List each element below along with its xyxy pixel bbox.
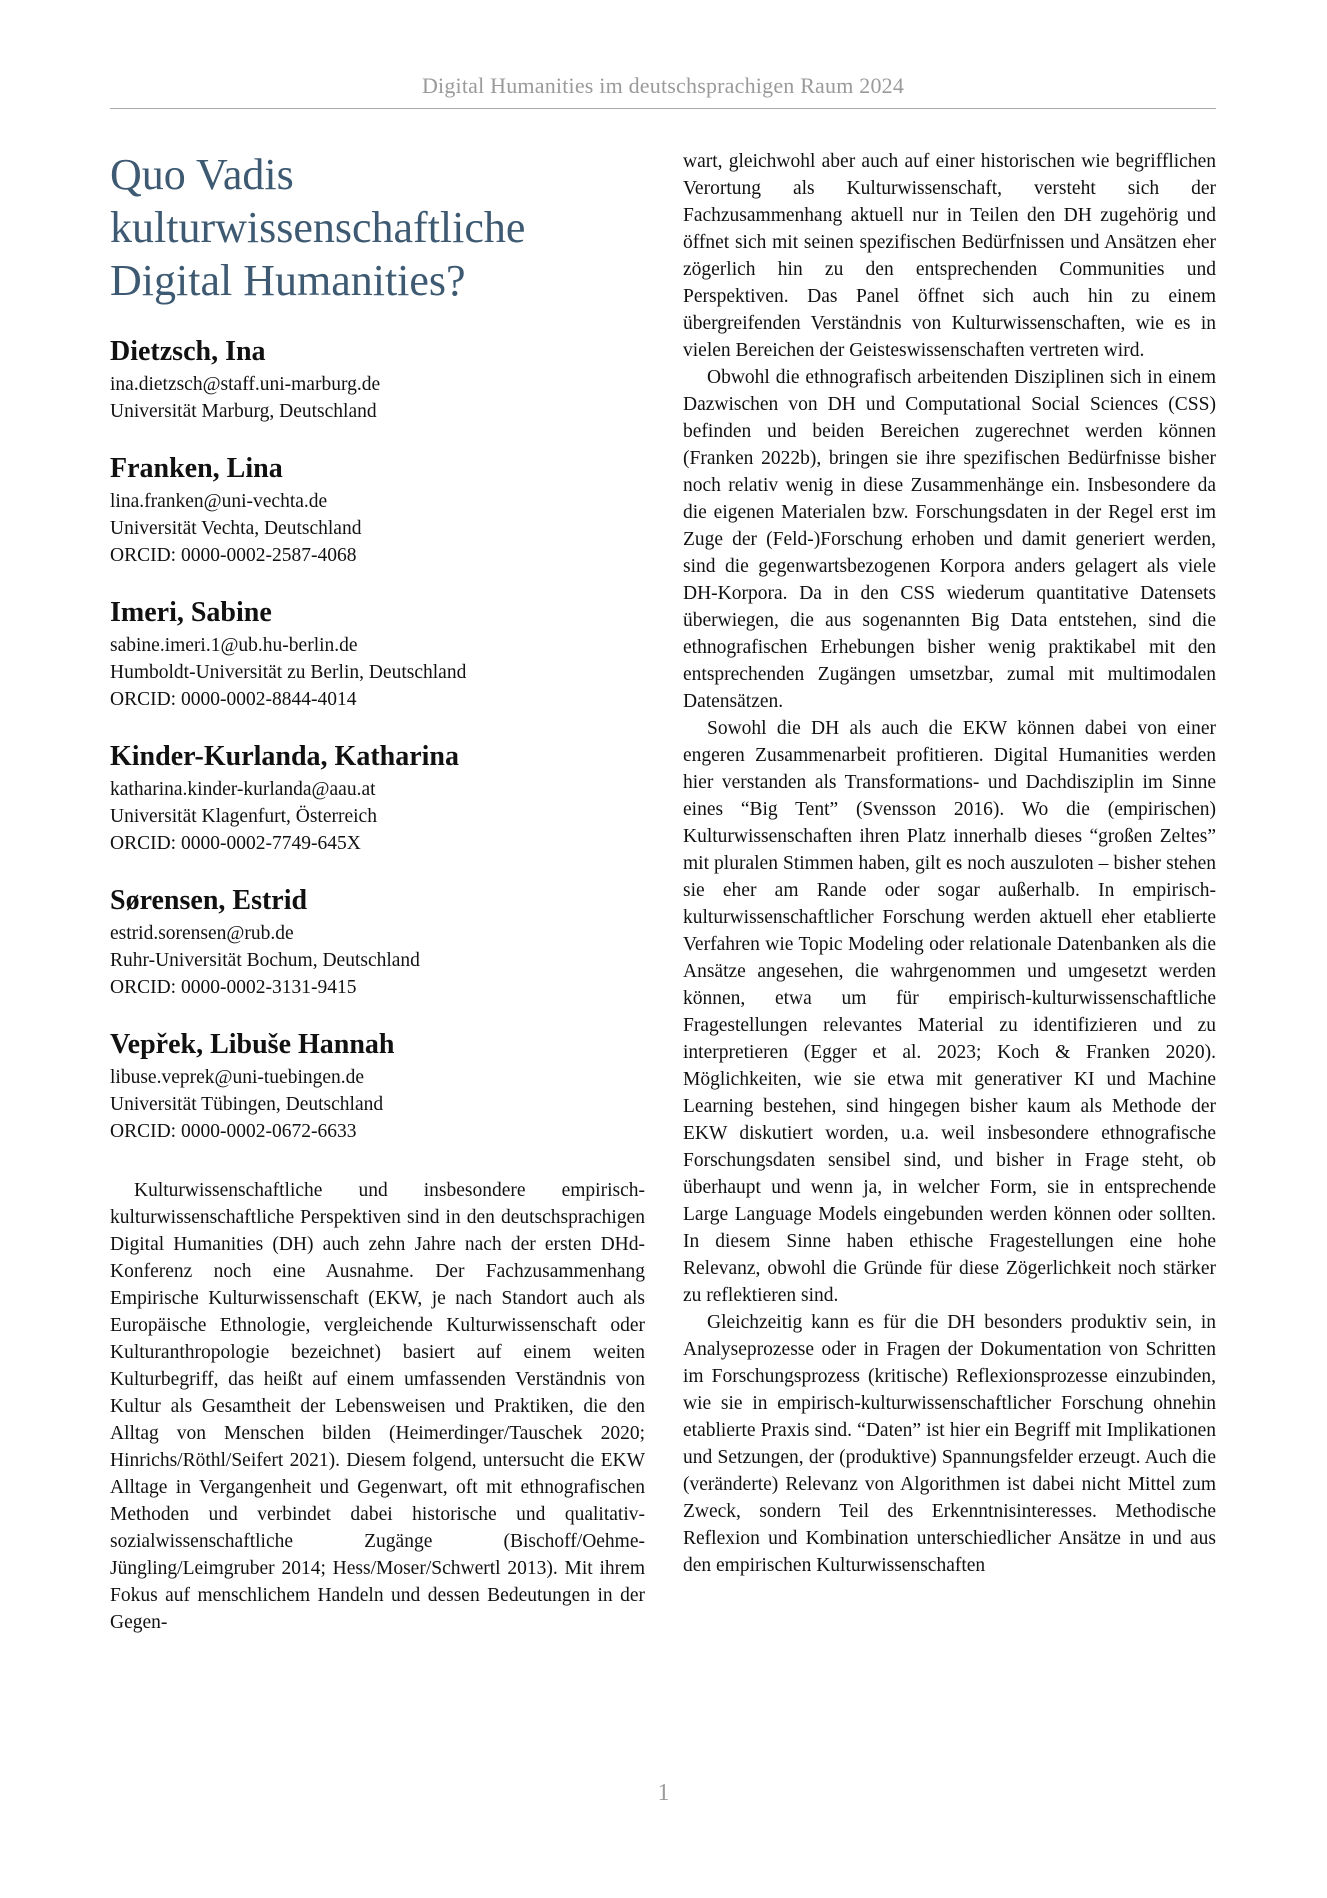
article-title <box>110 148 645 307</box>
author-email: ina.dietzsch@staff.uni-marburg.de <box>110 374 381 395</box>
author-list <box>110 335 645 1145</box>
author-affiliation: Ruhr-Universität Bochum, Deutschland <box>110 950 420 971</box>
title-line: Quo Vadis <box>110 150 294 199</box>
author-block <box>110 335 645 425</box>
body-text-left <box>110 1177 645 1636</box>
author-orcid: ORCID: 0000-0002-8844-4014 <box>110 689 357 710</box>
body-paragraph: Gleichzeitig kann es für die DH besonders produktiv sein, in Analyseprozesse oder in Fragen der Dokumentation von Schritten im Forschungsprozess (kritische) Reflexionsprozesse einzubinden, wie sie in empirisch-kulturwissenschaftlicher Forschung ohnehin etablierte Praxis sind. “Daten” ist hier ein Begriff mit Implikationen und Setzungen, der (produktive) Spannungsfelder erzeugt. Auch die (veränderte) Relevanz von Algorithmen ist dabei nicht Mittel zum Zweck, sondern Teil des Erkenntnisinteresses. Methodische Reflexion und Kombination unterschiedlicher Ansätze in und aus den empirischen Kulturwissenschaften <box>683 1312 1216 1576</box>
body-paragraph: wart, gleichwohl aber auch auf einer historischen wie begrifflichen Verortung als Kulturwissenschaft, versteht sich der Fachzusammenhang aktuell nur in Teilen den DH zugehörig und öffnet sich mit seinen spezifischen Bedürfnissen und Ansätzen eher zögerlich hin zu den entsprechenden Communities und Perspektiven. Das Panel öffnet sich auch hin zu einem übergreifenden Verständnis von Kulturwissenschaften, wie es in vielen Bereichen der Geisteswissenschaften vertreten wird. <box>683 151 1216 361</box>
running-head: Digital Humanities im deutschsprachigen Raum 2024 <box>421 73 905 98</box>
left-column <box>110 148 645 1636</box>
body-paragraph: Kulturwissenschaftliche und insbesondere empirisch-kulturwissenschaftliche Perspektiven sind in den deutschsprachigen Digital Humanities (DH) auch zehn Jahre nach der ersten DHd-Konferenz noch eine Ausnahme. Der Fachzusammenhang Empirische Kulturwissenschaft (EKW, je nach Standort auch als Europäische Ethnologie, vergleichende Kulturwissenschaft oder Kulturanthropologie bezeichnet) basiert auf einem weiten Kulturbegriff, das heißt auf einem umfassenden Verständnis von Kultur als Gesamtheit der Lebensweisen und Praktiken, die den Alltag von Menschen bilden (Heimerdinger/Tauschek 2020; Hinrichs/Röthl/Seifert 2021). Diesem folgend, untersucht die EKW Alltage in Vergangenheit und Gegenwart, oft mit ethnografischen Methoden und verbindet dabei historische und qualitativ-sozialwissenschaftliche Zugänge (Bischoff/Oehme-Jüngling/Leimgruber 2014; Hess/Moser/Schwertl 2013). Mit ihrem Fokus auf menschlichem Handeln und dessen Bedeutungen in der Gegen- <box>110 1180 645 1633</box>
author-name: Franken, Lina <box>110 453 283 484</box>
author-orcid: ORCID: 0000-0002-7749-645X <box>110 833 361 854</box>
author-email: estrid.sorensen@rub.de <box>110 923 294 944</box>
header-rule <box>110 108 1216 109</box>
title-line: kulturwissenschaftliche <box>110 203 526 252</box>
author-name: Vepřek, Libuše Hannah <box>110 1029 395 1060</box>
author-block <box>110 1028 645 1145</box>
author-block <box>110 740 645 857</box>
title-line: Digital Humanities? <box>110 256 466 305</box>
author-email: lina.franken@uni-vechta.de <box>110 491 328 512</box>
author-orcid: ORCID: 0000-0002-0672-6633 <box>110 1121 357 1142</box>
author-email: sabine.imeri.1@ub.hu-berlin.de <box>110 635 358 656</box>
body-paragraph: Obwohl die ethnografisch arbeitenden Disziplinen sich in einem Dazwischen von DH und Computational Social Sciences (CSS) befinden und beiden Bereichen zugerechnet werden können (Franken 2022b), bringen sie ihre spezifischen Bedürfnisse bisher noch relativ wenig in diese Zusammenhänge ein. Insbesondere da die eigenen Materialen bzw. Forschungsdaten in der Regel erst im Zuge der (Feld-)Forschung erhoben und damit generiert werden, sind die gegenwartsbezogenen Korpora anders gelagert als viele DH-Korpora. Da in den CSS wiederum quantitative Datensets überwiegen, die aus sogenannten Big Data entstehen, sind die ethnografischen Erhebungen bisher wenig praktikabel mit den entsprechenden Zugängen umsetzbar, zumal mit multimodalen Datensätzen. <box>683 367 1216 712</box>
author-name: Dietzsch, Ina <box>110 336 266 367</box>
author-block <box>110 884 645 1001</box>
author-affiliation: Universität Marburg, Deutschland <box>110 401 377 422</box>
author-block <box>110 596 645 713</box>
page-number: 1 <box>657 1780 670 1806</box>
author-affiliation: Universität Vechta, Deutschland <box>110 518 362 539</box>
author-affiliation: Humboldt-Universität zu Berlin, Deutschland <box>110 662 467 683</box>
right-column <box>683 148 1216 1579</box>
author-name: Imeri, Sabine <box>110 597 272 628</box>
author-email: katharina.kinder-kurlanda@aau.at <box>110 779 376 800</box>
author-block <box>110 452 645 569</box>
author-name: Sørensen, Estrid <box>110 885 308 916</box>
author-affiliation: Universität Tübingen, Deutschland <box>110 1094 384 1115</box>
author-email: libuse.veprek@uni-tuebingen.de <box>110 1067 365 1088</box>
author-affiliation: Universität Klagenfurt, Österreich <box>110 806 377 827</box>
author-name: Kinder-Kurlanda, Katharina <box>110 741 460 772</box>
body-paragraph: Sowohl die DH als auch die EKW können dabei von einer engeren Zusammenarbeit profitieren. Digital Humanities werden hier verstanden als Transformations- und Dachdisziplin im Sinne eines “Big Tent” (Svensson 2016). Wo die (empirischen) Kulturwissenschaften ihren Platz innerhalb dieses “großen Zeltes” mit pluralen Stimmen haben, gilt es noch auszuloten – bisher stehen sie eher am Rande oder sogar außerhalb. In empirisch-kulturwissenschaftlicher Forschung werden aktuell eher etablierte Verfahren wie Topic Modeling oder relationale Datenbanken als die Ansätze angesehen, die wahrgenommen und umgesetzt werden können, etwa um für empirisch-kulturwissenschaftliche Fragestellungen relevantes Material zu identifizieren und zu interpretieren (Egger et al. 2023; Koch & Franken 2020). Möglichkeiten, wie sie etwa mit generativer KI und Machine Learning bestehen, sind hingegen bisher kaum als Methode der EKW diskutiert worden, u.a. weil insbesondere ethnografische Forschungsdaten sensibel sind, und bisher in Frage steht, ob überhaupt und wenn ja, in welcher Form, sie in entsprechende Large Language Models eingebunden werden können oder sollten. In diesem Sinne haben ethische Fragestellungen eine hohe Relevanz, obwohl die Gründe für diese Zögerlichkeit noch stärker zu reflektieren sind. <box>683 718 1216 1306</box>
author-orcid: ORCID: 0000-0002-2587-4068 <box>110 545 357 566</box>
author-orcid: ORCID: 0000-0002-3131-9415 <box>110 977 357 998</box>
